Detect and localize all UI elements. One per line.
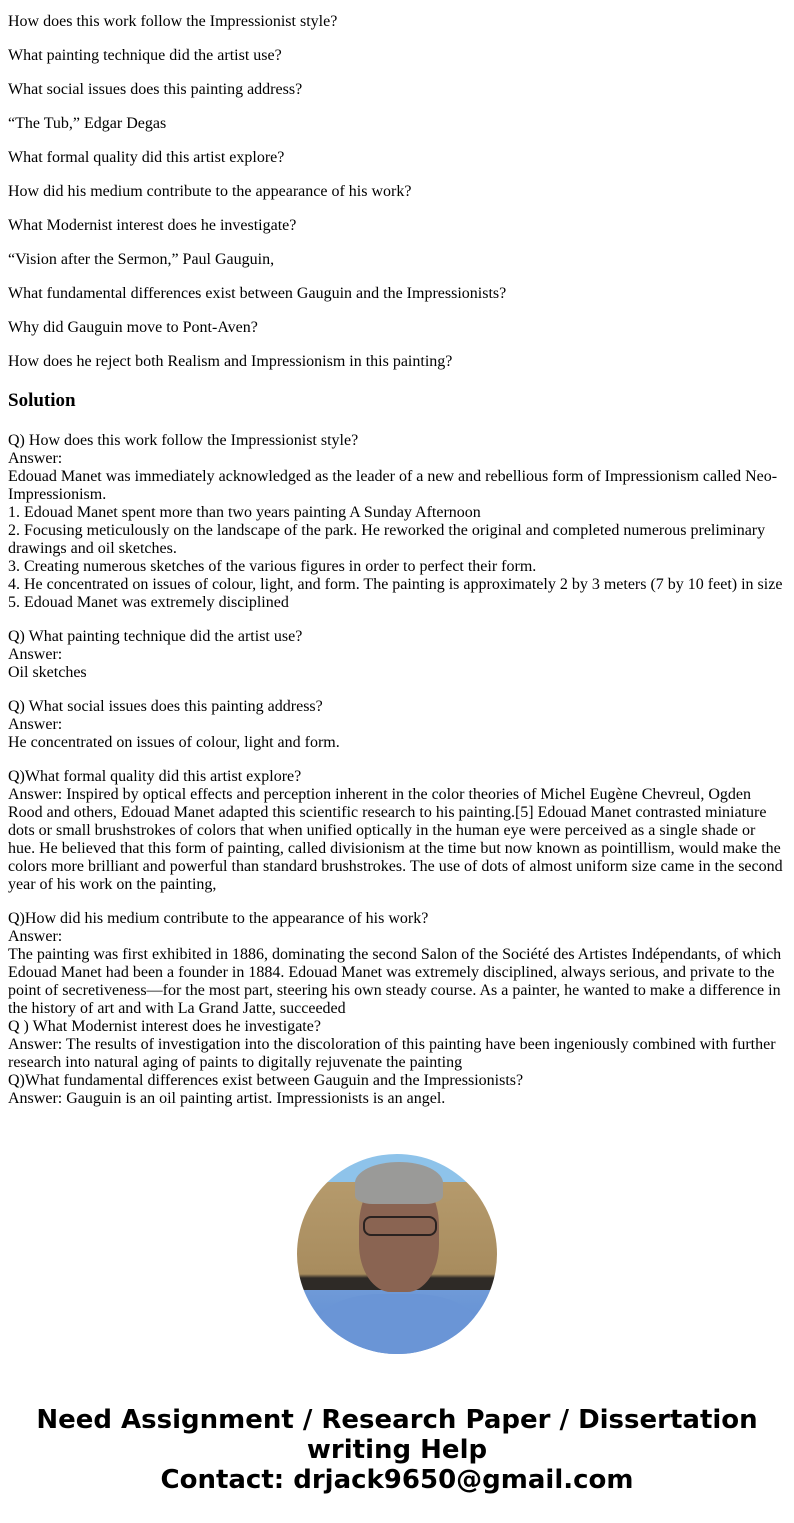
- answer-block: [8, 698, 786, 752]
- document: [0, 13, 794, 1108]
- author-photo: [297, 1154, 497, 1354]
- answer-line: Answer:: [8, 450, 63, 467]
- question-item: What fundamental differences exist between Gauguin and the Impressionists?: [8, 285, 507, 302]
- photo-shirt: [317, 1294, 477, 1354]
- question-item: Why did Gauguin move to Pont-Aven?: [8, 319, 258, 336]
- question-item: How does this work follow the Impressionist style?: [8, 13, 338, 30]
- answer-line: Q)What fundamental differences exist between Gauguin and the Impressionists?: [8, 1072, 524, 1089]
- answer-line: Q)How did his medium contribute to the appearance of his work?: [8, 910, 429, 927]
- question-item: How did his medium contribute to the appearance of his work?: [8, 183, 412, 200]
- answer-block: [8, 768, 786, 894]
- answer-line: Answer: Inspired by optical effects and perception inherent in the color theories of Michel Eugène Chevreul, Ogden Rood and others, Edouad Manet adapted this scientific research to his painting.[5] Edouad Manet contrasted miniature dots or small brushstrokes of colors that when unified optically in the human eye were perceived as a single shade or hue. He believed that this form of painting, called divisionism at the time but now known as pointillism, would make the colors more brilliant and powerful than standard brushstrokes. The use of dots of almost uniform size came in the second year of his work on the painting,: [8, 786, 783, 893]
- answer-line: Answer: The results of investigation into the discoloration of this painting have been ingeniously combined with further research into natural aging of paints to digitally rejuvenate the painting: [8, 1036, 776, 1071]
- answer-line: 1. Edouad Manet spent more than two years painting A Sunday Afternoon: [8, 504, 481, 521]
- photo-glasses: [363, 1216, 437, 1236]
- answer-line: Answer:: [8, 716, 63, 733]
- answer-line: Edouad Manet was immediately acknowledged as the leader of a new and rebellious form of Impressionism called Neo-Impressionism.: [8, 468, 778, 503]
- answer-line: Answer:: [8, 928, 63, 945]
- question-item: What Modernist interest does he investigate?: [8, 217, 297, 234]
- question-item: “Vision after the Sermon,” Paul Gauguin,: [8, 251, 275, 268]
- question-list: [8, 13, 786, 371]
- answer-line: 5. Edouad Manet was extremely disciplined: [8, 594, 289, 611]
- solution-heading: Solution: [8, 390, 76, 411]
- answer-block: [8, 910, 786, 1108]
- answer-block: [8, 628, 786, 682]
- question-item: “The Tub,” Edgar Degas: [8, 115, 167, 132]
- answer-line: Q) What social issues does this painting address?: [8, 698, 323, 715]
- photo-hair: [355, 1162, 443, 1204]
- contact-footer: [0, 1405, 794, 1495]
- answer-line: The painting was first exhibited in 1886, dominating the second Salon of the Société des Artistes Indépendants, of which Edouad Manet had been a founder in 1884. Edouad Manet was extremely disciplined, always serious, and private to the point of secretiveness—for the most part, steering his own steady course. As a painter, he wanted to make a difference in the history of art and with La Grand Jatte, succeeded: [8, 946, 782, 1017]
- question-item: What formal quality did this artist explore?: [8, 149, 285, 166]
- answer-line: Answer: Gauguin is an oil painting artist. Impressionists is an angel.: [8, 1090, 446, 1107]
- answer-block: [8, 432, 786, 612]
- question-item: What painting technique did the artist use?: [8, 47, 282, 64]
- answer-line: He concentrated on issues of colour, light and form.: [8, 734, 340, 751]
- answer-line: 2. Focusing meticulously on the landscape of the park. He reworked the original and completed numerous preliminary drawings and oil sketches.: [8, 522, 766, 557]
- question-item: How does he reject both Realism and Impressionism in this painting?: [8, 353, 453, 370]
- question-item: What social issues does this painting address?: [8, 81, 303, 98]
- footer-headline: Need Assignment / Research Paper / Dissertation writing Help: [36, 1405, 758, 1465]
- answer-line: Q ) What Modernist interest does he investigate?: [8, 1018, 321, 1035]
- answer-line: Answer:: [8, 646, 63, 663]
- solution-body: [8, 432, 786, 1108]
- author-photo-container: [0, 1154, 794, 1354]
- answer-line: Q) What painting technique did the artist use?: [8, 628, 303, 645]
- footer-contact: Contact: drjack9650@gmail.com: [160, 1465, 634, 1495]
- answer-line: Oil sketches: [8, 664, 87, 681]
- answer-line: 4. He concentrated on issues of colour, light, and form. The painting is approximately 2 by 3 meters (7 by 10 feet) in size: [8, 576, 783, 593]
- answer-line: Q)What formal quality did this artist explore?: [8, 768, 302, 785]
- answer-line: Q) How does this work follow the Impressionist style?: [8, 432, 359, 449]
- answer-line: 3. Creating numerous sketches of the various figures in order to perfect their form.: [8, 558, 537, 575]
